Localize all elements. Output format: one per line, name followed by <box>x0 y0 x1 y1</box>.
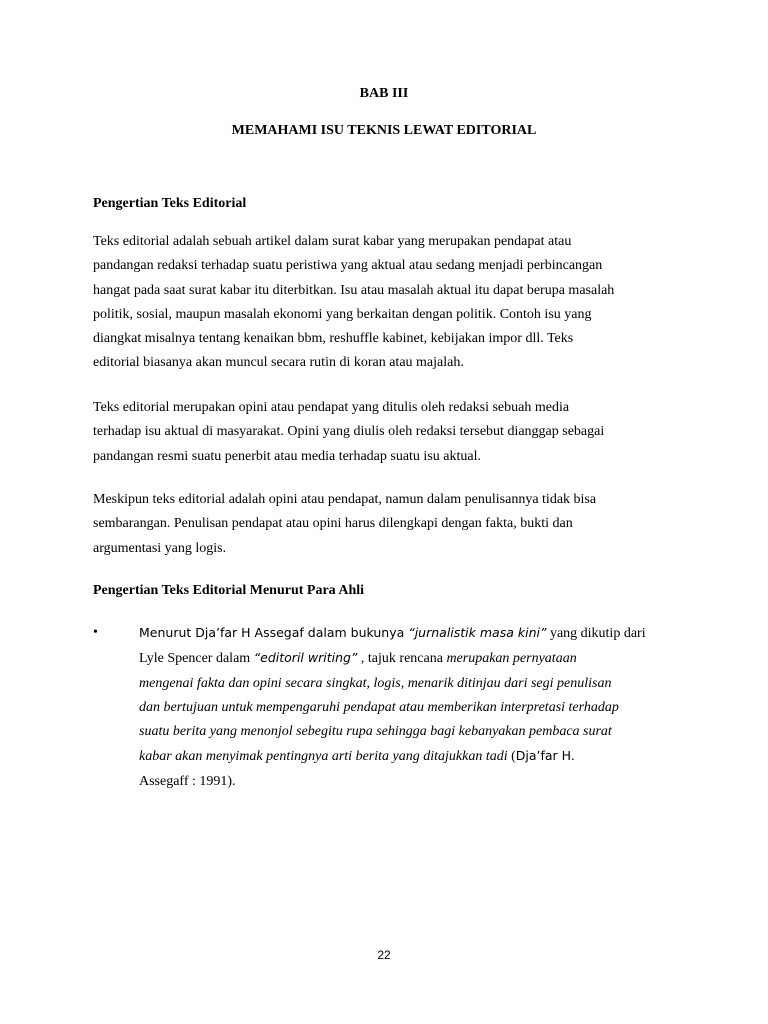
quote-line: mengenai fakta dan opini secara singkat, logis, menarik ditinjau dari segi penulisan <box>139 675 612 691</box>
paragraph-line: editorial biasanya akan muncul secara rutin di koran atau majalah. <box>93 355 464 371</box>
paragraph-opinion <box>93 396 683 469</box>
paragraph-line: Teks editorial merupakan opini atau pendapat yang ditulis oleh redaksi sebuah media <box>93 400 570 415</box>
section-heading-definition: Pengertian Teks Editorial <box>93 196 247 211</box>
quote-text: merupakan pernyataan <box>446 651 577 667</box>
paragraph-line: terhadap isu aktual di masyarakat. Opini yang diulis oleh redaksi tersebut dianggap sebagai <box>93 424 605 440</box>
bullet-text <box>139 621 699 794</box>
paragraph-line: politik, sosial, maupun masalah ekonomi yang berkaitan dengan politik. Contoh isu yang <box>93 306 592 322</box>
quote-line: dan bertujuan untuk mempengaruhi pendapat atau memberikan interpretasi terhadap <box>139 699 619 715</box>
chapter-number: BAB III <box>359 86 409 101</box>
bullet-text-segment: yang dikutip dari <box>546 626 646 641</box>
bullet-line <box>139 621 699 646</box>
bullet-icon: • <box>93 625 98 640</box>
author-reference: Menurut Dja’far H Assegaf dalam bukunya <box>139 625 409 640</box>
paragraph-facts <box>93 488 683 561</box>
bullet-text-segment: Lyle Spencer dalam <box>139 651 254 667</box>
paragraph-line: diangkat misalnya tentang kenaikan bbm, reshuffle kabinet, kebijakan impor dll. Teks <box>93 331 574 347</box>
paragraph-line: argumentasi yang logis. <box>93 540 227 556</box>
quote-text: kabar akan menyimak pentingnya arti berita yang ditajukkan tadi <box>139 749 508 765</box>
paragraph-line: Teks editorial adalah sebuah artikel dalam surat kabar yang merupakan pendapat atau <box>93 234 572 249</box>
bullet-line <box>139 744 699 769</box>
bullet-text-segment: , tajuk rencana <box>357 651 447 667</box>
section-heading-experts: Pengertian Teks Editorial Menurut Para Ahli <box>93 583 365 598</box>
paragraph-line: pandangan resmi suatu penerbit atau media terhadap suatu isu aktual. <box>93 448 481 464</box>
paragraph-definition <box>93 230 683 376</box>
bullet-line <box>139 646 699 671</box>
paragraph-line: pandangan redaksi terhadap suatu peristiwa yang aktual atau sedang menjadi perbincangan <box>93 258 603 274</box>
book-title: “editoril writing” <box>253 650 358 666</box>
paragraph-line: Meskipun teks editorial adalah opini atau pendapat, namun dalam penulisannya tidak bisa <box>93 492 597 507</box>
paragraph-line: sembarangan. Penulisan pendapat atau opini harus dilengkapi dengan fakta, bukti dan <box>93 516 573 532</box>
citation-author: Dja’far H. <box>515 748 575 764</box>
paragraph-line: hangat pada saat surat kabar itu diterbitkan. Isu atau masalah aktual itu dapat berupa masalah <box>93 282 615 298</box>
chapter-title: MEMAHAMI ISU TEKNIS LEWAT EDITORIAL <box>231 123 537 138</box>
book-title: “jurnalistik masa kini” <box>408 625 547 640</box>
quote-line: suatu berita yang menonjol sebegitu rupa sehingga bagi kebanyakan pembaca surat <box>139 724 612 740</box>
page-number: 22 <box>377 948 391 962</box>
citation-line: Assegaff : 1991). <box>139 773 236 789</box>
bullet-text-segment: ( <box>507 749 516 765</box>
